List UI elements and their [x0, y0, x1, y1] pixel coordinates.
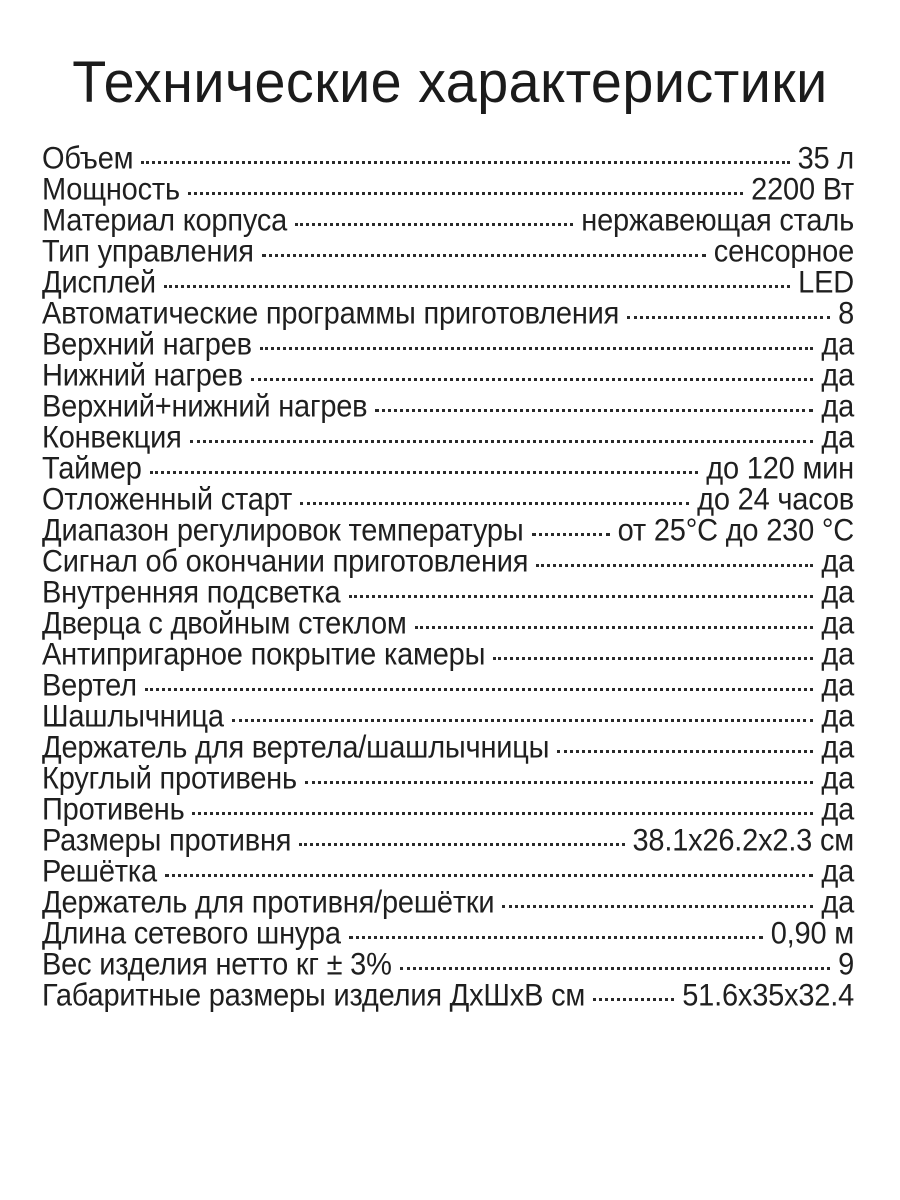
- dot-leader: [532, 531, 610, 536]
- spec-label: Верхний нагрев: [42, 327, 252, 362]
- spec-value: LED: [798, 265, 854, 300]
- spec-row: [42, 420, 854, 455]
- spec-row: [42, 854, 854, 889]
- dot-leader: [141, 159, 789, 164]
- spec-value: 8: [838, 296, 854, 331]
- spec-label: Таймер: [42, 451, 142, 486]
- spec-label: Держатель для противня/решётки: [42, 885, 495, 920]
- spec-value: да: [821, 544, 854, 579]
- spec-value: 0,90 м: [770, 916, 854, 951]
- spec-value: от 25°C до 230 °C: [617, 513, 854, 548]
- dot-leader: [536, 562, 813, 567]
- spec-value: да: [821, 327, 854, 362]
- dot-leader: [192, 810, 813, 815]
- spec-row: [42, 916, 854, 951]
- spec-label: Вертел: [42, 668, 137, 703]
- spec-row: [42, 978, 854, 1013]
- spec-value: до 24 часов: [697, 482, 854, 517]
- spec-label: Отложенный старт: [42, 482, 293, 517]
- spec-label: Шашлычница: [42, 699, 224, 734]
- spec-label: Антипригарное покрытие камеры: [42, 637, 486, 672]
- dot-leader: [251, 376, 814, 381]
- spec-row: [42, 606, 854, 641]
- spec-value: да: [821, 606, 854, 641]
- spec-label: Автоматические программы приготовления: [42, 296, 620, 331]
- spec-row: [42, 141, 854, 176]
- spec-row: [42, 575, 854, 610]
- page-title: Технические характеристики: [72, 50, 828, 115]
- spec-row: [42, 730, 854, 765]
- spec-list: [42, 141, 854, 1013]
- spec-label: Держатель для вертела/шашлычницы: [42, 730, 550, 765]
- spec-value: да: [821, 792, 854, 827]
- spec-label: Материал корпуса: [42, 203, 288, 238]
- spec-value: да: [821, 885, 854, 920]
- spec-value: да: [821, 730, 854, 765]
- spec-value: да: [821, 668, 854, 703]
- spec-row: [42, 172, 854, 207]
- spec-value: 51.6x35x32.4: [682, 978, 854, 1013]
- dot-leader: [188, 190, 743, 195]
- spec-value: да: [821, 637, 854, 672]
- spec-value: 38.1x26.2x2.3 см: [632, 823, 854, 858]
- spec-label: Круглый противень: [42, 761, 297, 796]
- dot-leader: [349, 593, 814, 598]
- spec-label: Вес изделия нетто кг ± 3%: [42, 947, 392, 982]
- dot-leader: [262, 252, 706, 257]
- dot-leader: [415, 624, 814, 629]
- spec-label: Противень: [42, 792, 185, 827]
- dot-leader: [145, 686, 814, 691]
- spec-row: [42, 234, 854, 269]
- spec-value: да: [821, 761, 854, 796]
- spec-label: Мощность: [42, 172, 180, 207]
- dot-leader: [299, 841, 624, 846]
- spec-value: да: [821, 389, 854, 424]
- dot-leader: [260, 345, 814, 350]
- spec-label: Верхний+нижний нагрев: [42, 389, 368, 424]
- spec-label: Дверца с двойным стеклом: [42, 606, 407, 641]
- dot-leader: [164, 283, 790, 288]
- spec-row: [42, 761, 854, 796]
- spec-label: Решётка: [42, 854, 157, 889]
- spec-label: Тип управления: [42, 234, 254, 269]
- spec-row: [42, 451, 854, 486]
- spec-row: [42, 482, 854, 517]
- dot-leader: [493, 655, 813, 660]
- dot-leader: [593, 996, 674, 1001]
- spec-row: [42, 296, 854, 331]
- spec-row: [42, 358, 854, 393]
- spec-label: Дисплей: [42, 265, 156, 300]
- spec-label: Конвекция: [42, 420, 182, 455]
- spec-value: до 120 мин: [706, 451, 854, 486]
- spec-value: 9: [838, 947, 854, 982]
- spec-value: да: [821, 854, 854, 889]
- spec-value: 35 л: [797, 141, 854, 176]
- spec-value: сенсорное: [713, 234, 854, 269]
- spec-row: [42, 203, 854, 238]
- spec-row: [42, 699, 854, 734]
- dot-leader: [400, 965, 830, 970]
- dot-leader: [190, 438, 814, 443]
- spec-value: да: [821, 575, 854, 610]
- dot-leader: [232, 717, 814, 722]
- spec-value: 2200 Вт: [751, 172, 854, 207]
- spec-row: [42, 668, 854, 703]
- spec-label: Нижний нагрев: [42, 358, 243, 393]
- spec-label: Объем: [42, 141, 134, 176]
- spec-label: Сигнал об окончании приготовления: [42, 544, 529, 579]
- spec-row: [42, 544, 854, 579]
- dot-leader: [300, 500, 689, 505]
- dot-leader: [295, 221, 573, 226]
- dot-leader: [305, 779, 813, 784]
- spec-value: да: [821, 420, 854, 455]
- dot-leader: [557, 748, 813, 753]
- spec-row: [42, 823, 854, 858]
- spec-row: [42, 947, 854, 982]
- spec-value: нержавеющая сталь: [581, 203, 854, 238]
- spec-value: да: [821, 699, 854, 734]
- spec-row: [42, 637, 854, 672]
- spec-label: Диапазон регулировок температуры: [42, 513, 524, 548]
- dot-leader: [165, 872, 813, 877]
- spec-row: [42, 885, 854, 920]
- spec-row: [42, 513, 854, 548]
- spec-row: [42, 265, 854, 300]
- spec-label: Габаритные размеры изделия ДхШхВ см: [42, 978, 586, 1013]
- dot-leader: [150, 469, 699, 474]
- spec-row: [42, 389, 854, 424]
- dot-leader: [349, 934, 763, 939]
- dot-leader: [502, 903, 813, 908]
- spec-row: [42, 792, 854, 827]
- spec-label: Размеры противня: [42, 823, 292, 858]
- spec-value: да: [821, 358, 854, 393]
- spec-label: Длина сетевого шнура: [42, 916, 341, 951]
- dot-leader: [375, 407, 813, 412]
- spec-label: Внутренняя подсветка: [42, 575, 341, 610]
- spec-row: [42, 327, 854, 362]
- dot-leader: [627, 314, 830, 319]
